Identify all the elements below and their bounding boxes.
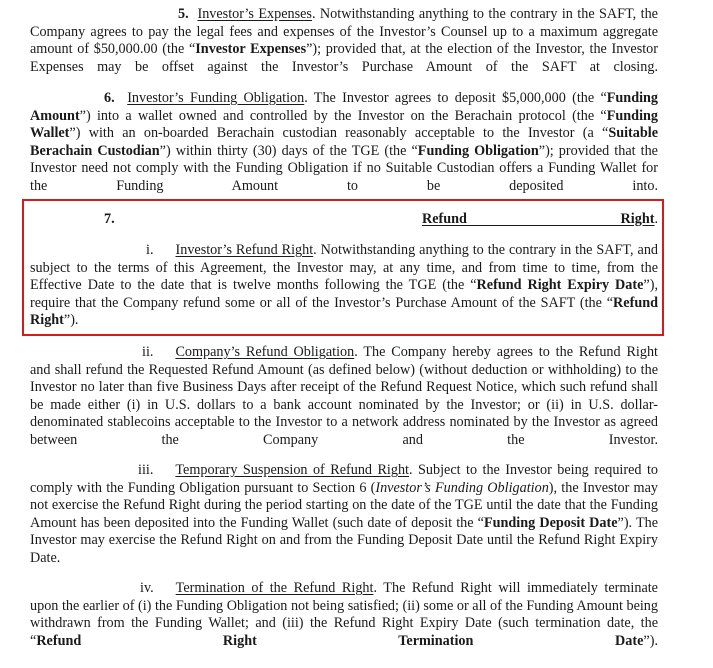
section-7-iv-heading: Termination of the Refund Right — [175, 580, 374, 596]
section-5-investor-expenses: 5. Investor’s Expenses. Notwithstanding anything to the contrary in the SAFT, the Company agrees to pay the legal fees and expenses of the Investor’s Counsel up to a maximum aggregate amount of $50,000.00 (the “Investor Expenses”); provided that, at the election of the Investor, the Investor Expenses may be offset against the Investor’s Purchase Amount of the SAFT at closing. — [30, 6, 658, 75]
section-7-ii-number: ii. — [142, 344, 154, 360]
section-6-heading: Investor’s Funding Obligation — [127, 90, 305, 106]
section-7-heading-line: 7. Refund Right. — [104, 211, 658, 227]
section-7-heading: Refund Right — [421, 211, 655, 227]
section-7-ii-company-refund-obligation: ii. Company’s Refund Obligation. The Company hereby agrees to the Refund Right and shall refund the Requested Refund Amount (as defined below) (without deduction or withholding) to the Investor no later than five Business Days after receipt of the Refund Request Notice, which such refund shall be made either (i) in U.S. dollars to a bank account nominated by the Investor; or (ii) in U.S. dollar-denominated stablecoins acceptable to the Investor to a network address nominated by the Investor as agreed between the Company and the Investor. — [30, 344, 658, 448]
section-6-number: 6. — [104, 90, 115, 106]
highlight-box — [22, 199, 664, 336]
section-5-heading: Investor’s Expenses — [197, 6, 312, 22]
section-7-i-investor-refund-right: i. Investor’s Refund Right. Notwithstanding anything to the contrary in the SAFT, and subject to the terms of this Agreement, the Investor may, at any time, and from time to time, from the Effective Date to the date that is twelve months following the TGE (the “Refund Right Expiry Date”), require that the Company refund some or all of the Investor’s Purchase Amount of the SAFT (the “Refund Right”). — [30, 242, 659, 329]
section-7-iv-termination: iv. Termination of the Refund Right. The Refund Right will immediately terminate upon the earlier of (i) the Funding Obligation not being satisfied; (ii) some or all of the Funding Amount being withdrawn from the Funding Wallet; and (iii) the Refund Right Expiry Date (such termination date, the “Refund Right Termination Date”). — [30, 580, 658, 649]
section-7-iii-number: iii. — [138, 462, 154, 478]
section-5-number: 5. — [178, 6, 189, 22]
section-7-i-number: i. — [146, 242, 154, 258]
section-7-iv-number: iv. — [140, 580, 154, 596]
section-7-iii-heading: Temporary Suspension of Refund Right — [175, 462, 409, 478]
section-7-i-heading: Investor’s Refund Right — [175, 242, 314, 258]
section-7-number: 7. — [104, 211, 115, 227]
section-7-ii-heading: Company’s Refund Obligation — [175, 344, 355, 360]
section-7-iii-temporary-suspension: iii. Temporary Suspension of Refund Right. Subject to the Investor being required to comply with the Funding Obligation pursuant to Section 6 (Investor’s Funding Obligation), the Investor may not exercise the Refund Right during the period starting on the date of the TGE until the date that the Funding Amount has been deposited into the Funding Wallet (such date of deposit the “Funding Deposit Date”). The Investor may exercise the Refund Right on and from the Funding Deposit Date until the Refund Right Expiry Date. — [30, 462, 659, 566]
section-6-funding-obligation: 6. Investor’s Funding Obligation. The Investor agrees to deposit $5,000,000 (the “Funding Amount”) into a wallet owned and controlled by the Investor on the Berachain protocol (the “Funding Wallet”) with an on-boarded Berachain custodian reasonably acceptable to the Investor (a “Suitable Berachain Custodian”) within thirty (30) days of the TGE (the “Funding Obligation”); provided that the Investor need not comply with the Funding Obligation if no Suitable Custodian offers a Funding Wallet for the Funding Amount to be deposited into. — [30, 90, 659, 194]
